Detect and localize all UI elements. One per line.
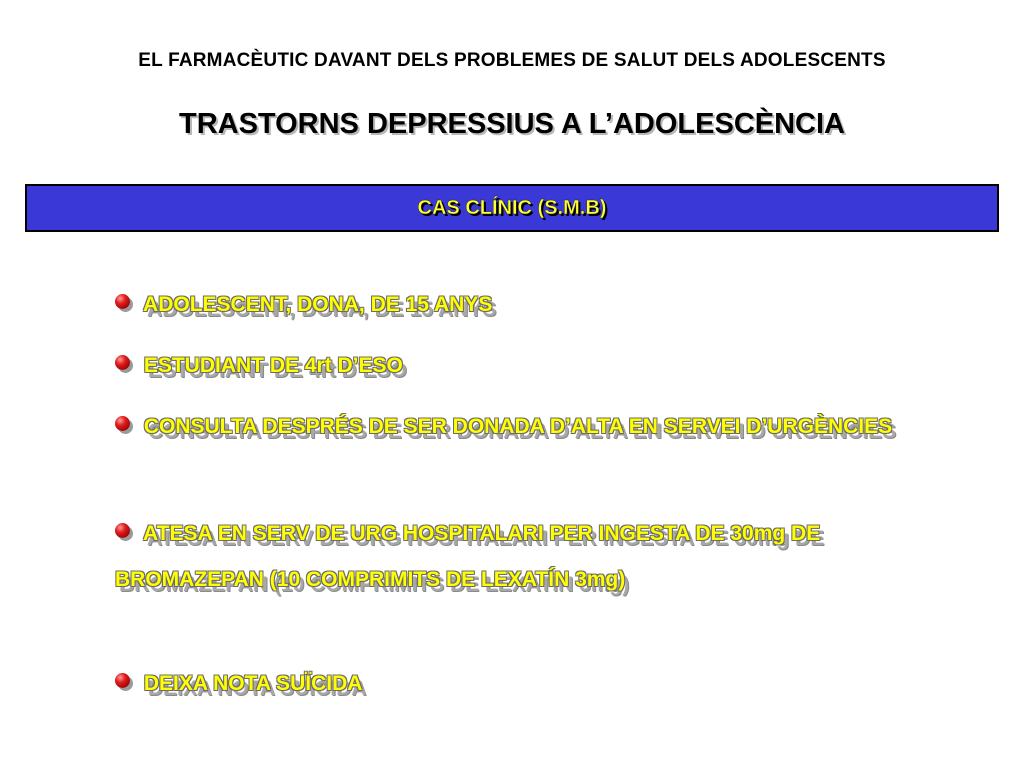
- red-sphere-bullet-icon: [115, 416, 130, 431]
- list-item-text: CONSULTA DESPRÉS DE SER DONADA D’ALTA EN SERVEI D’URGÈNCIES: [138, 415, 893, 438]
- list-item: [115, 661, 895, 707]
- red-sphere-bullet-icon: [115, 294, 130, 309]
- list-item: [115, 404, 895, 450]
- list-item: [115, 282, 895, 328]
- slide-title: TRASTORNS DEPRESSIUS A L’ADOLESCÈNCIA: [178, 108, 845, 140]
- list-item-text: ATESA EN SERV DE URG HOSPITALARI PER INGESTA DE 30mg DE BROMAZEPAN (10 COMPRIMITS DE LEXATÍN 3mg): [115, 522, 821, 591]
- red-sphere-bullet-icon: [115, 673, 130, 688]
- red-sphere-bullet-icon: [115, 355, 130, 370]
- list-item-text: DEIXA NOTA SUÏCIDA: [138, 672, 363, 695]
- case-banner: [25, 184, 999, 232]
- red-sphere-bullet-icon: [115, 523, 130, 538]
- list-item: [115, 343, 895, 389]
- case-banner-label: CAS CLÍNIC (S.M.B): [417, 197, 607, 219]
- list-item-text: ADOLESCENT, DONA, DE 15 ANYS: [138, 293, 493, 316]
- slide-supertitle: EL FARMACÈUTIC DAVANT DELS PROBLEMES DE SALUT DELS ADOLESCENTS: [138, 50, 886, 71]
- list-item-text: ESTUDIANT DE 4rt D’ESO: [138, 354, 403, 377]
- list-item: [115, 511, 895, 603]
